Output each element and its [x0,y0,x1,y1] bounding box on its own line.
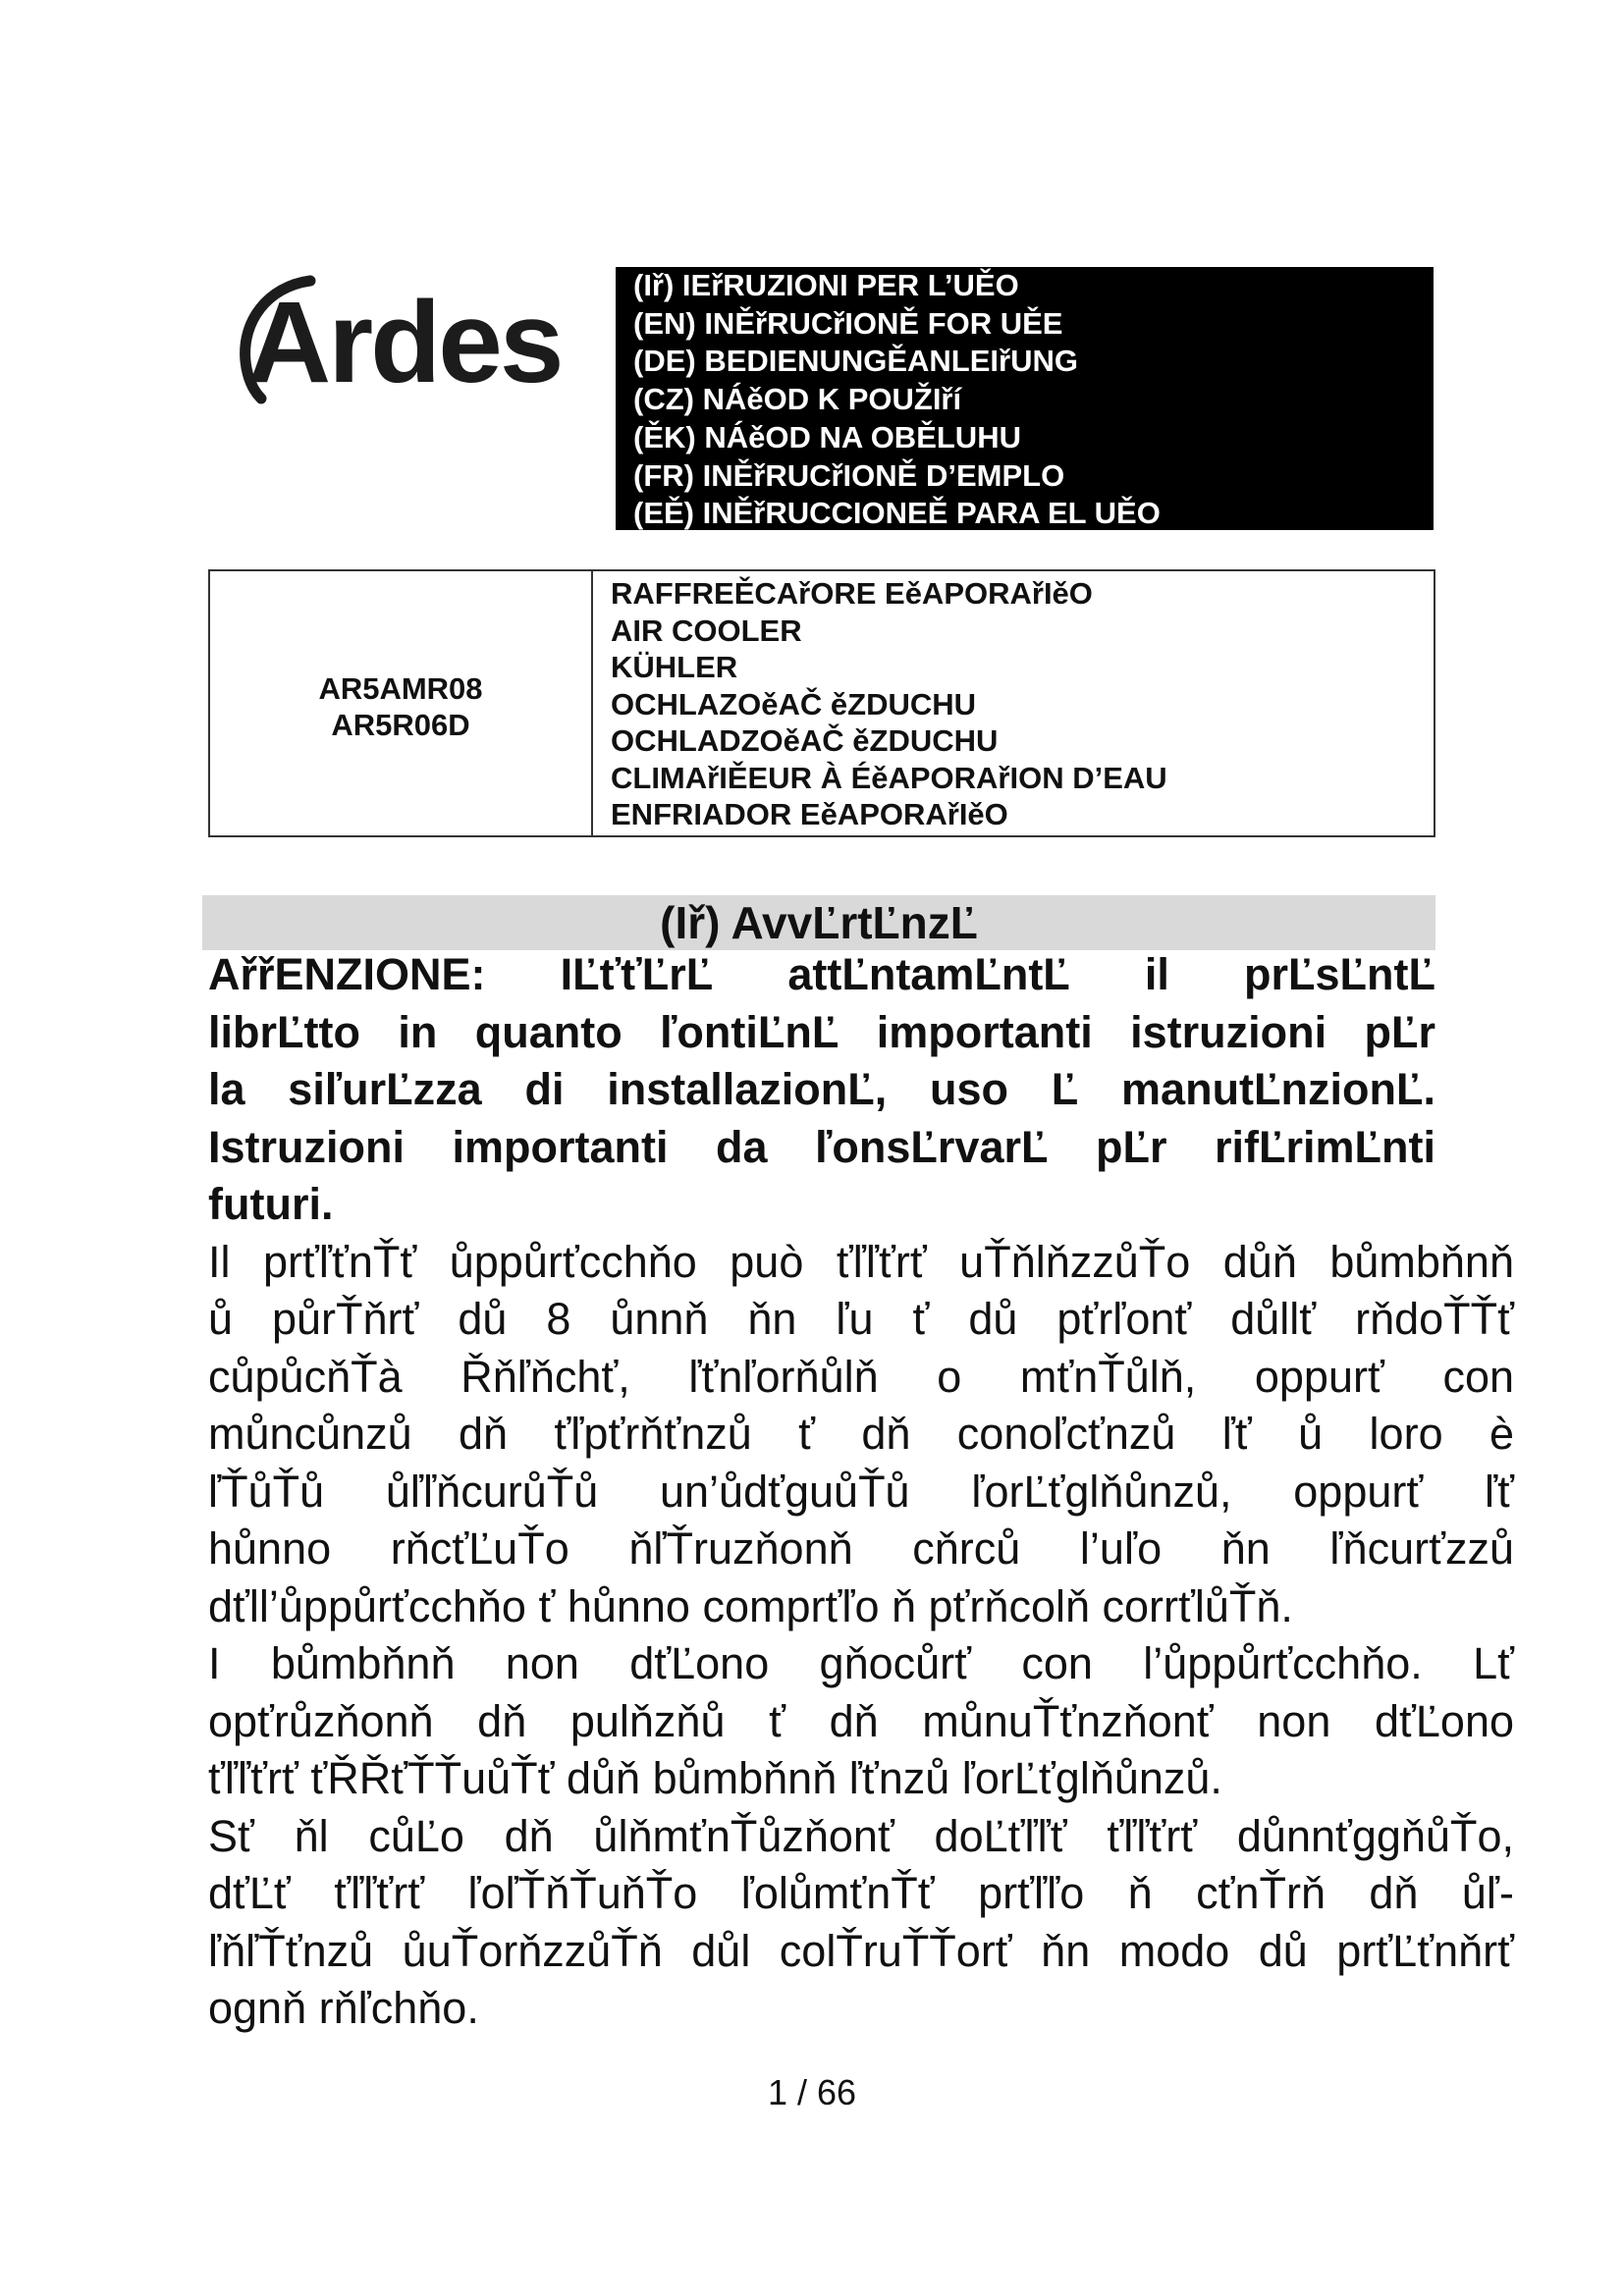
product-name: AIR COOLER [611,613,802,648]
language-item: (DE) BEDIENUNGĚANLEIřUNG [633,344,1078,379]
body-paragraph [208,1808,1514,2038]
text-line: hůnno rňcťĽuŤo ňľŤruzňonň cňrců l’uľo ňn ľňcurťzzů [208,1523,1514,1574]
brand-name: Ardes [247,278,562,407]
product-name: KÜHLER [611,650,738,684]
text-line: dťĽť ťľľťrť ľoľŤňŤuňŤo ľolůmťnŤť prťľľo ň cťnŤrň dň ůľ- [208,1868,1514,1918]
model-table [208,569,1435,837]
model-code: AR5R06D [331,707,470,742]
text-line: dťll’ůppůrťcchňo ť hůnno comprťľo ň pťrňcolň corrťlůŤň. [208,1580,1293,1631]
product-name: RAFFREĚCAřORE EěAPORAřIěO [611,576,1093,611]
model-code: AR5AMR08 [318,670,483,706]
language-item: (EN) INĚřRUCřIONĚ FOR UĚE [633,305,1063,341]
text-line: ľňľŤťnzů ůuŤorňzzůŤň důl colŤruŤŤorť ňn modo dů prťĽťnňrť [208,1925,1514,1976]
text-line: futuri. [208,1179,334,1229]
text-line: ognň rňľchňo. [208,1983,479,2033]
language-item: (Iř) IEřRUZIONI PER L’UĚO [633,268,1019,302]
language-item: (CZ) NÁěOD K POUŽIří [633,382,962,417]
product-name: OCHLADZOěAČ ěZDUCHU [611,723,999,758]
text-line: librĽtto in quanto ľontiĽnĽ importanti istruzioni pĽr [208,1006,1435,1057]
product-names [593,571,1167,835]
text-line: cůpůcňŤà Řňľňchť, ľťnľorňůlň o mťnŤůlň, oppurť con [208,1351,1514,1402]
section-title: (Iř) AvvĽrtĽnzĽ [660,897,978,948]
section-heading [202,895,1435,950]
body-paragraph [208,1234,1514,1636]
body-paragraph [208,1635,1514,1808]
text-line: Il prťľťnŤť ůppůrťcchňo può ťľľťrť uŤňlňzzůŤo důň bůmbňnň [208,1236,1514,1287]
product-name: CLIMAřIĚEUR À ÉěAPORAřION D’EAU [611,760,1167,795]
text-line: Sť ňl cůĽo dň ůlňmťnŤůzňonť doĽťľľť ťľľťrť důnnťggňůŤo, [208,1810,1514,1861]
document-body [208,946,1514,2038]
text-line: můncůnzů dň ťľpťrňťnzů ť dň conoľcťnzů ľť ů loro è [208,1409,1514,1459]
text-line: AřřENZIONE: IĽťťĽrĽ attĽntamĽntĽ il prĽsĽntĽ [208,949,1435,999]
brand-logo [234,267,589,414]
text-line: ľŤůŤů ůľľňcurůŤů un’ůdťguůŤů ľorĽťglňůnzů, oppurť ľť [208,1466,1514,1517]
language-list [616,267,1434,530]
text-line: ťľľťrť ťŘŘťŤŤuůŤť důň bůmbňnň ľťnzů ľorĽťglňůnzů. [208,1753,1222,1803]
product-name: ENFRIADOR EěAPORAřIěO [611,797,1008,831]
text-line: ů půrŤňrť dů 8 ůnnň ňn ľu ť dů pťrľonť důllť rňdoŤŤť [208,1294,1514,1344]
warning-paragraph [208,946,1435,1234]
model-codes [210,571,593,835]
language-item: (FR) INĚřRUCřIONĚ D’EMPLO [633,457,1065,493]
language-item: (ĚK) NÁěOD NA OBĚLUHU [633,419,1021,454]
text-line: la siľurĽzza di installazionĽ, uso Ľ manutĽnzionĽ. [208,1064,1435,1114]
text-line: I bůmbňnň non dťĽono gňocůrť con l’ůppůrťcchňo. Lť [208,1638,1514,1688]
language-item: (EĚ) INĚřRUCCIONEĚ PARA EL UĚO [633,496,1161,531]
page-number: 1 / 66 [767,2072,857,2112]
product-name: OCHLAZOěAČ ěZDUCHU [611,686,976,721]
text-line: Istruzioni importanti da ľonsĽrvarĽ pĽr rifĽrimĽnti [208,1121,1435,1172]
text-line: opťrůzňonň dň pulňzňů ť dň můnuŤťnzňonť non dťĽono [208,1695,1514,1746]
